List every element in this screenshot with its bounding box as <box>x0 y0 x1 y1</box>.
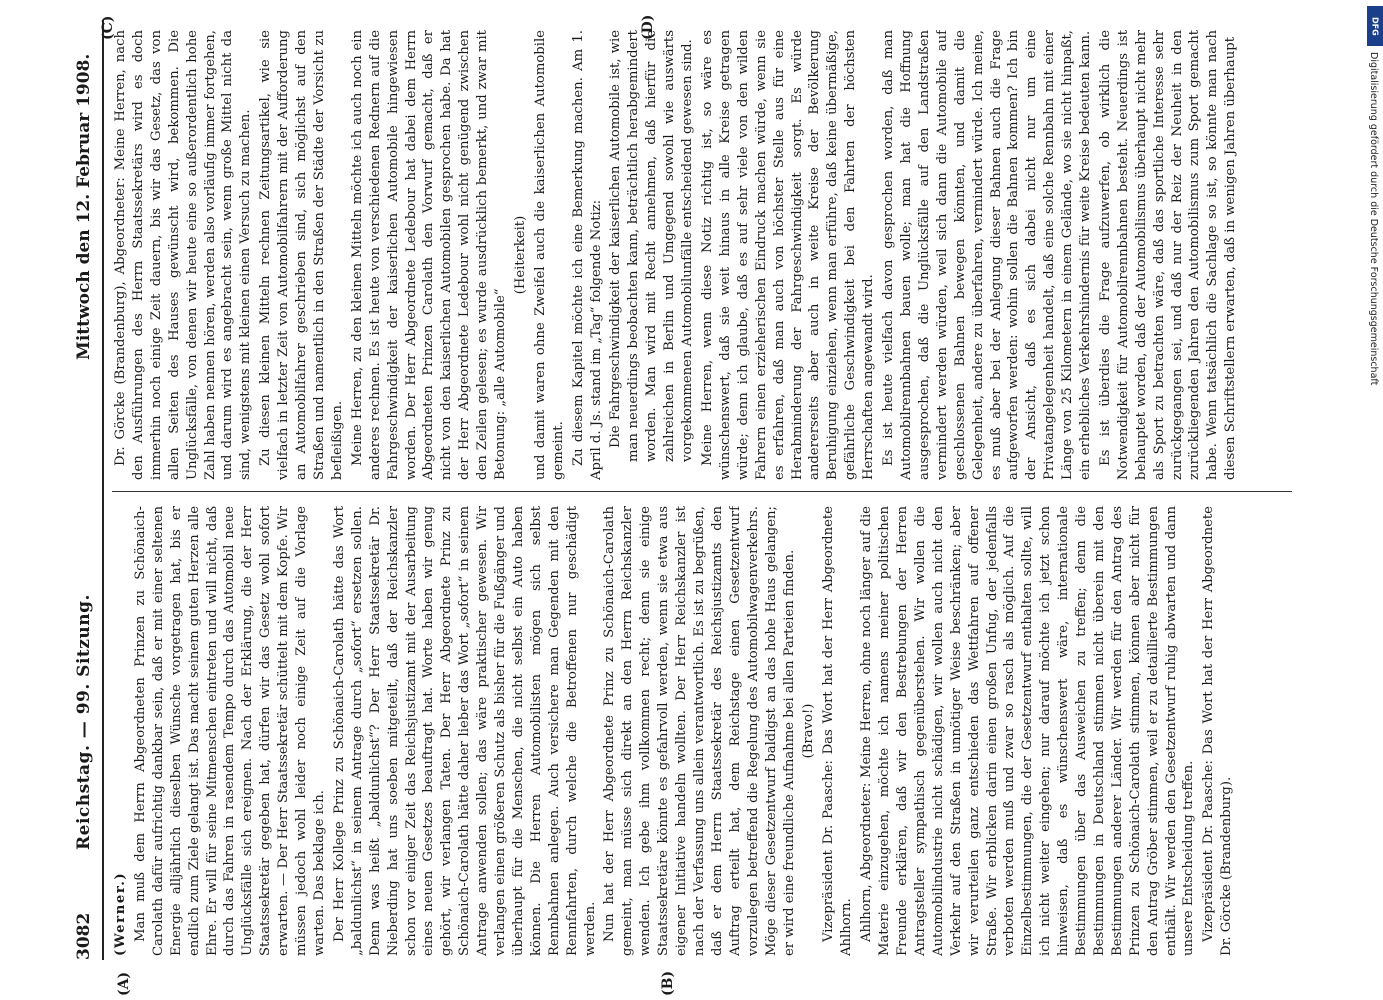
margin-marker-d: (D) <box>640 14 656 40</box>
paragraph: Nun hat der Herr Abgeordnete Prinz zu Schönaich-Carolath gemeint, man müsse sich direkt an den Herrn Reichskanzler wenden. Ich gebe ihm vollkommen recht; denn sie einige Staatssekretäre könnte es gefahrvoll werden, wenn sie etwa aus eigener Initiative handeln wollten. Der Herr Reichskanzler ist nach der Verfassung uns allein verantwortlich. Es ist zu begrüßen, daß er dem Herrn Staatssekretär des Reichsjustizamts den Auftrag erteilt hat, dem Reichstage einen Gesetzentwurf vorzulegen betreffend die Regelung des Automobilwagenverkehrs. Möge dieser Gesetzentwurf baldigst an das hohe Haus gelangen; er wird eine freundliche Aufnahme bei allen Parteien finden. <box>602 506 797 956</box>
newspaper-quote: Die Fahrgeschwindigkeit der kaiserlichen Automobile ist, wie man neuerdings beobachten kann, beträchtlich herabgemindert worden. Man wird mit Recht annehmen, daß hierfür die zahlreichen in Berlin und Umgegend sowohl wie auswärts vorgekommenen Automobilunfälle entscheidend gewesen sind. <box>608 30 696 462</box>
margin-marker-c: (C) <box>100 15 116 40</box>
page-header <box>72 20 104 960</box>
column-left <box>112 506 1312 956</box>
column-divider <box>112 491 1292 492</box>
paragraph: Man muß dem Herrn Abgeordneten Prinzen zu Schönaich-Carolath dafür aufrichtig dankbar sein, daß er mit einer seltenen Energie alljährlich dieselben Wünsche vorgetragen hat, bis er endlich zum Ziele gelangt ist. Das macht seinem guten Herzen alle Ehre. Er will für seine Mitmenschen eintreten und will nicht, daß durch das Fahren in rasendem Tempo durch das Automobil neue Unglücksfälle sich ereignen. Nach der Erklärung, die der Herr Staatssekretär gegeben hat, dürfen wir das Gesetz wohl sofort erwarten. — Der Herr Staatssekretär schüttelt mit dem Kopfe. Wir müssen jedoch wohl leider noch einige Zeit auf die Vorlage warten. Das beklage ich. <box>132 506 327 956</box>
column-right <box>112 30 1312 480</box>
paragraph: Zu diesem Kapitel möchte ich eine Bemerkung machen. Am 1. April d. Js. stand im „Tag“ folgende Notiz: <box>570 30 604 480</box>
paragraph: Zu diesen kleinen Mitteln rechnen Zeitungsartikel, wie sie vielfach in letzter Zeit von Automobilfahrern mit der Aufforderung an Automobilfahrer geschrieben sind, sich möglichst auf den Straßen und namentlich in den Straßen der Städte der Vorsicht zu befleißigen. <box>258 30 345 480</box>
digitization-note: Digitalisierung gefördert durch die Deutsche Forschungsgemeinschaft <box>1368 52 1379 386</box>
speech-goercke: Dr. Görcke (Brandenburg), Abgeordneter: Meine Herren, nach den Ausführungen des Herrn Staatssekretärs wird es doch immerhin noch einige Zeit dauern, bis wir das Gesetz, das von allen Seiten des Hauses gewünscht wird, bekommen. Die Unglücksfälle, von denen wir heute eine so außerordentlich hohe Zahl haben nennen hören, werden also vorläufig immer fortgehen, und darum wird es angebracht sein, wenn große Mittel nicht da sind, wenigstens mit kleinen einen Versuch zu machen. <box>113 30 254 480</box>
dfg-logo: DFG <box>1367 6 1383 46</box>
session-date: Mittwoch den 12. Februar 1908. <box>74 53 94 360</box>
page-number: 3082 <box>74 912 94 960</box>
president-announcement: Vizepräsident Dr. Paasche: Das Wort hat der Herr Abgeordnete Ahlhorn. <box>821 506 855 956</box>
paragraph: Es ist heute vielfach davon gesprochen worden, daß man Automobilrennbahnen bauen wolle; man hat die Hoffnung ausgesprochen, daß die Unglücksfälle auf den Landstraßen vermindert werden würden, weil sich dann die Automobile auf geschlossenen Bahnen bewegen könnten, und damit die Gelegenheit, andere zu überfahren, vermindert würde. Ich meine, es muß aber bei der Anlegung dieser Bahnen auch die Frage aufgeworfen werden: wohin sollen die Bahnen kommen? Ich bin der Ansicht, daß es sich dabei nicht nur um eine Privatangelegenheit handelt, daß eine solche Rennbahn mit einer Länge von 25 Kilometern in einem Gelände, wo sie nicht hinpaßt, ein erhebliches Verkehrshindernis für weite Kreise bedeuten kann. <box>881 30 1094 480</box>
interjection: (Heiterkeit) <box>512 215 528 295</box>
rotated-page-content <box>20 0 1360 1000</box>
session-title: Reichstag. — 99. Sitzung. <box>74 594 94 850</box>
paragraph: und damit waren ohne Zweifel auch die kaiserlichen Automobile gemeint. <box>532 30 566 480</box>
president-announcement: Vizepräsident Dr. Paasche: Das Wort hat der Herr Abgeordnete Dr. Görcke (Brandenburg). <box>1201 506 1235 956</box>
margin-marker-b: (B) <box>660 970 676 996</box>
margin-marker-a: (A) <box>116 971 132 996</box>
paragraph: Meine Herren, zu den kleinen Mitteln möchte ich auch noch ein anderes rechnen. Es ist heute von verschiedenen Rednern auf die Fahrgeschwindigkeit der kaiserlichen Automobile hingewiesen worden. Der Herr Abgeordnete Ledebour hat dabei dem Herrn Abgeordneten Prinzen Carolath den Vorwurf gemacht, daß er nicht von den kaiserlichen Automobilen gesprochen habe. Da hat der Herr Abgeordnete Ledebour wohl nicht genügend zwischen den Zeilen gelesen; es wurde ausdrücklich bemerkt, und zwar mit Betonung: „alle Automobile“ <box>349 30 509 480</box>
speaker-tag: (Werner.) <box>113 871 128 956</box>
speech-ahlhorn: Ahlhorn, Abgeordneter: Meine Herren, ohne noch länger auf die Materie einzugehen, möchte ich namens meiner politischen Freunde erklären, daß wir den Bestrebungen der Herren Antragsteller sympathisch gegenüberstehen. Wir wollen die Automobilindustrie nicht schädigen, wir wollen auch nicht den Verkehr auf den Straßen in unnötiger Weise beschränken; aber wir verurteilen ganz entschieden das Wettfahren auf offener Straße. Wir erblicken darin einen großen Unfug, der jedenfalls verboten werden muß und zwar so rasch als möglich. Auf die Einzelbestimmungen, die der Gesetzentwurf enthalten sollte, will ich nicht weiter eingehen; nur darauf möchte ich jetzt schon hinweisen, daß es wünschenswert wäre, internationale Bestimmungen über das Ausweichen zu treffen; denn die Bestimmungen in Deutschland stimmen nicht überein mit den Bestimmungen anderer Länder. Wir werden für den Antrag des Prinzen zu Schönaich-Carolath stimmen, können aber nicht für den Antrag Gröber stimmen, weil er zu detaillierte Bestimmungen enthält. Wir werden den Gesetzentwurf ruhig abwarten und dann unsere Entscheidung treffen. <box>859 506 1197 956</box>
paragraph: Es ist überdies die Frage aufzuwerfen, ob wirklich die Notwendigkeit für Automobilrennbahnen besteht. Neuerdings ist behauptet worden, daß der Automobilismus überhaupt nicht mehr als Sport zu betrachten wäre, daß das sportliche Interesse sehr zurückgegangen sei, und daß nur der Reiz der Neuheit in den zurückliegenden Jahren den Automobilismus zum Sport gemacht habe. Wenn tatsächlich die Sachlage so ist, so könnte man nach diesen Schriftstellern erwarten, daß in wenigen Jahren überhaupt <box>1097 30 1239 480</box>
applause: (Bravo!) <box>801 703 817 759</box>
paragraph: Meine Herren, wenn diese Notiz richtig ist, so wäre es wünschenswert, daß sie weit hinaus in alle Kreise getragen würde; denn ich glaube, daß es auf sehr viele von den wilden Fahrern einen erzieherischen Eindruck machen würde, wenn sie es erfahren, daß man auch von höchster Stelle aus für eine Herabminderung der Fahrgeschwindigkeit sorgt. Es würde andererseits aber auch in weite Kreise der Bevölkerung Beruhigung einziehen, wenn man erführe, daß keine übermäßige, gefährliche Geschwindigkeit bei den Fahrten der höchsten Herrschaften angewandt wird. <box>700 30 877 480</box>
paragraph: Der Herr Kollege Prinz zu Schönaich-Carolath hätte das Wort „baldunlichst“ in seinem Antrage durch „sofort“ ersetzen sollen. Denn was heißt „baldunlichst“? Der Herr Staatssekretär Dr. Nieberding hat uns soeben mitgeteilt, daß der Reichskanzler schon vor einiger Zeit das Reichsjustizamt mit der Ausarbeitung eines neuen Gesetzes beauftragt hat. Worte haben wir genug gehört, wir verlangen Taten. Der Herr Abgeordnete Prinz zu Schönaich-Carolath hätte daher lieber das Wort „sofort“ in seinem Antrage anwenden sollen; das wäre praktischer gewesen. Wir verlangen einen größeren Schutz als bisher für die Fußgänger und überhaupt für die Menschen, die nicht selbst ein Auto haben können. Die Herren Automobilisten mögen sich selbst Rennbahnen anlegen. Auch versichere man Gegenden mit den Rennfahrten, durch welche die Betroffenen nur geschädigt werden. <box>331 506 598 956</box>
